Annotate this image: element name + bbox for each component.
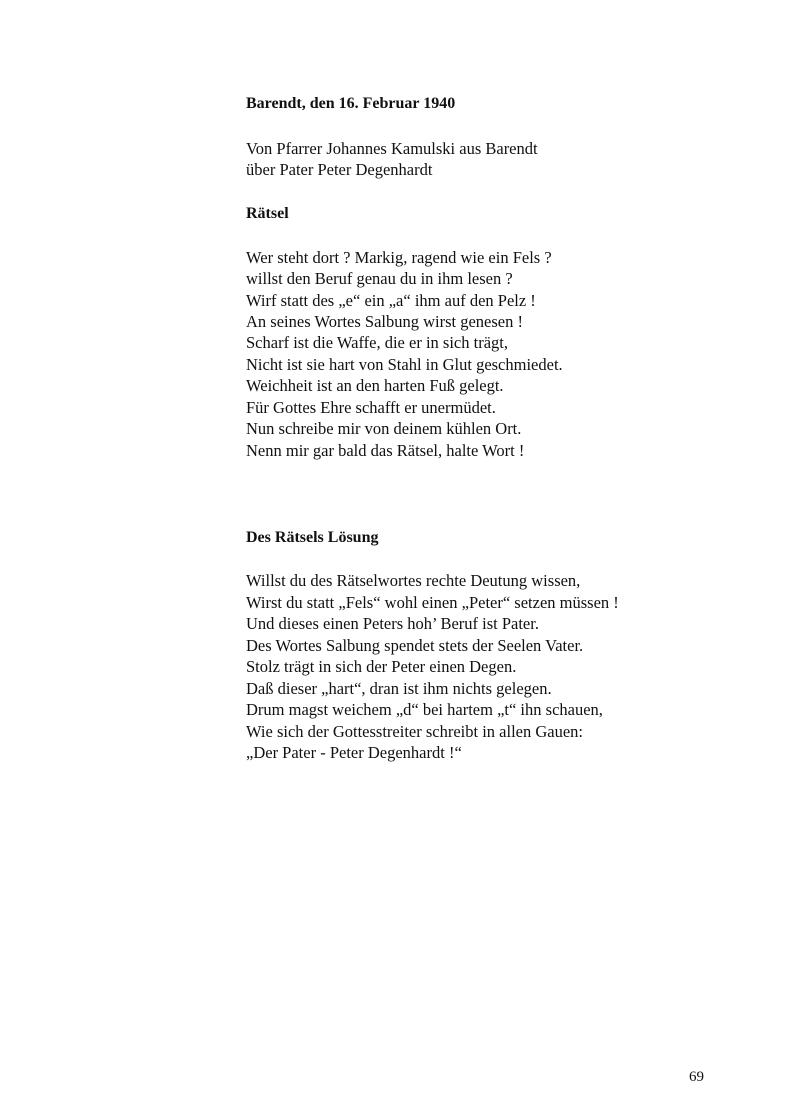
riddle-line: Scharf ist die Waffe, die er in sich trägt, (246, 333, 508, 352)
solution-title: Des Rätsels Lösung (246, 529, 379, 546)
solution-line: Daß dieser „hart“, dran ist ihm nichts gelegen. (246, 679, 552, 698)
solution-line: Willst du des Rätselwortes rechte Deutung wissen, (246, 571, 581, 590)
attribution-line-2: über Pater Peter Degenhardt (246, 160, 433, 179)
riddle-line: Nicht ist sie hart von Stahl in Glut geschmiedet. (246, 355, 563, 374)
riddle-line: Nun schreibe mir von deinem kühlen Ort. (246, 419, 522, 438)
riddle-line: Wer steht dort ? Markig, ragend wie ein Fels ? (246, 248, 552, 267)
solution-line: Wirst du statt „Fels“ wohl einen „Peter“ setzen müssen ! (246, 593, 619, 612)
solution-line: Des Wortes Salbung spendet stets der Seelen Vater. (246, 636, 584, 655)
riddle-line: Nenn mir gar bald das Rätsel, halte Wort ! (246, 441, 525, 460)
solution-line: Stolz trägt in sich der Peter einen Degen. (246, 657, 517, 676)
riddle-line: An seines Wortes Salbung wirst genesen ! (246, 312, 523, 331)
solution-line: „Der Pater - Peter Degenhardt !“ (246, 743, 462, 762)
place-date-heading: Barendt, den 16. Februar 1940 (246, 95, 456, 112)
attribution-line-1: Von Pfarrer Johannes Kamulski aus Barendt (246, 139, 538, 158)
solution-line: Und dieses einen Peters hoh’ Beruf ist Pater. (246, 614, 539, 633)
solution-line: Drum magst weichem „d“ bei hartem „t“ ihn schauen, (246, 700, 603, 719)
page-number: 69 (689, 1069, 704, 1085)
riddle-line: Für Gottes Ehre schafft er unermüdet. (246, 398, 496, 417)
riddle-title: Rätsel (246, 205, 289, 222)
riddle-line: willst den Beruf genau du in ihm lesen ? (246, 269, 513, 288)
solution-line: Wie sich der Gottesstreiter schreibt in allen Gauen: (246, 722, 584, 741)
riddle-line: Weichheit ist an den harten Fuß gelegt. (246, 376, 504, 395)
riddle-line: Wirf statt des „e“ ein „a“ ihm auf den Pelz ! (246, 291, 536, 310)
